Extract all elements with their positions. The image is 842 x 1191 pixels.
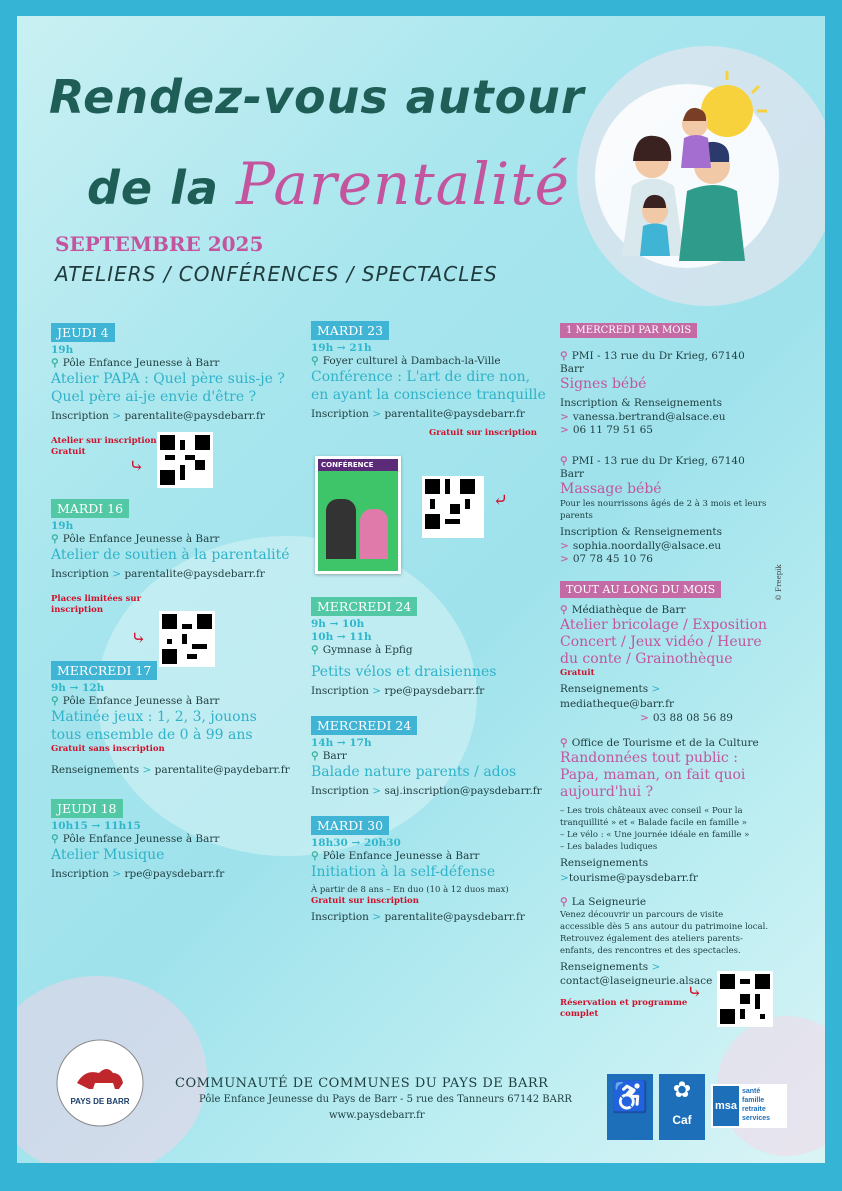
arrow-icon: > — [651, 683, 661, 695]
info-email[interactable]: tourisme@paysdebarr.fr — [568, 872, 698, 884]
event-location — [560, 455, 770, 481]
month-heading: SEPTEMBRE 2025 — [55, 232, 264, 256]
event-location — [51, 533, 291, 546]
arrow-icon: > — [651, 961, 661, 973]
info-label: Renseignements — [51, 764, 140, 776]
event-location — [560, 604, 770, 617]
location-pin-icon: ⚲ — [560, 737, 568, 749]
day-label: JEUDI 4 — [51, 323, 115, 342]
info-label: Inscription — [311, 911, 369, 923]
event-location — [560, 737, 770, 750]
info-label: Inscription & Renseignements — [560, 526, 723, 538]
bullet-text: Les balades ludiques — [566, 842, 658, 852]
title-line-2 — [87, 150, 570, 218]
column-3 — [560, 318, 770, 1020]
info-email[interactable]: parentalite@paydebarr.fr — [154, 764, 290, 776]
caf-text: Caf — [672, 1113, 692, 1127]
event-location — [560, 896, 770, 909]
arrow-icon: > — [372, 685, 382, 697]
location-pin-icon: ⚲ — [51, 833, 59, 845]
arrow-icon: > — [560, 424, 569, 436]
caf-logo — [659, 1074, 705, 1140]
arrow-icon: > — [560, 411, 569, 423]
poster-page — [17, 16, 825, 1163]
logo-text: PAYS DE BARR — [70, 1097, 130, 1106]
info-label: Renseignements — [560, 961, 649, 973]
event-block — [560, 350, 770, 437]
event-info — [560, 682, 770, 712]
event-title: Atelier Musique — [51, 847, 165, 863]
location-pin-icon: ⚲ — [51, 695, 59, 707]
section-label: TOUT AU LONG DU MOIS — [560, 581, 721, 598]
info-email[interactable]: mediatheque@barr.fr — [560, 698, 675, 710]
bullet-item: – Les balades ludiques — [560, 842, 658, 852]
arrow-icon: > — [142, 764, 152, 776]
info-label: Inscription — [311, 785, 369, 797]
day-label: MARDI 30 — [311, 816, 389, 835]
event-block — [311, 715, 551, 799]
info-email[interactable]: saj.inscription@paysdebarr.fr — [384, 785, 542, 797]
event-block — [311, 320, 551, 439]
conference-poster-image — [315, 456, 401, 574]
event-time: 9h → 10h — [311, 618, 365, 630]
location-text: La Seigneurie — [571, 896, 647, 908]
arrow-icon: > — [640, 712, 649, 724]
location-text: Barr — [322, 750, 347, 762]
event-detail: À partir de 8 ans – En duo (10 à 12 duos max) — [311, 885, 509, 895]
arrow-icon: ⤷ — [131, 628, 147, 649]
event-title: Conférence : L'art de dire non, en ayant la conscience tranquille — [311, 369, 546, 403]
location-text: Pôle Enfance Jeunesse à Barr — [322, 850, 480, 862]
info-label: Inscription — [311, 408, 369, 420]
caf-flower-icon: ✿ — [672, 1078, 692, 1103]
arrow-icon: > — [112, 410, 122, 422]
day-label: MARDI 23 — [311, 321, 389, 340]
qr-code[interactable] — [159, 611, 215, 667]
event-title: Signes bébé — [560, 376, 647, 392]
event-info — [51, 567, 291, 582]
phone-text[interactable]: 06 11 79 51 65 — [572, 424, 653, 436]
event-time: 9h → 12h — [51, 682, 105, 694]
day-label: MERCREDI 17 — [51, 661, 157, 680]
description: Retrouvez également des ateliers parents-enfants, des rencontres et des spectacles. — [560, 934, 743, 956]
note: Places limitées sur — [51, 594, 142, 604]
event-info — [51, 867, 291, 882]
info-label: Inscription — [51, 410, 109, 422]
event-location — [311, 644, 551, 657]
wheelchair-icon: ♿ — [611, 1080, 649, 1115]
info-email[interactable]: parentalite@paysdebarr.fr — [384, 911, 525, 923]
msa-subtext: santé famille retraite services — [742, 1088, 771, 1122]
msa-logo — [711, 1084, 787, 1128]
event-title: Randonnées tout public : Papa, maman, on fait quoi aujourd'hui ? — [560, 750, 746, 800]
event-detail: Pour les nourrissons âgés de 2 à 3 mois et leurs parents — [560, 499, 767, 521]
info-email[interactable]: contact@laseigneurie.alsace — [560, 975, 713, 987]
bullet-text: Le vélo : « Une journée idéale en famille » — [566, 830, 750, 840]
title-line-1: Rendez-vous autour — [49, 70, 585, 124]
section-block — [560, 578, 770, 600]
event-block — [311, 815, 551, 925]
location-text: Pôle Enfance Jeunesse à Barr — [62, 695, 220, 707]
qr-code[interactable] — [717, 971, 773, 1027]
info-label: Renseignements — [560, 683, 649, 695]
info-email[interactable]: parentalite@paysdebarr.fr — [124, 410, 265, 422]
arrow-icon: > — [112, 868, 122, 880]
event-block — [51, 660, 291, 778]
location-text: PMI - 13 rue du Dr Krieg, 67140 Barr — [560, 455, 745, 480]
event-title: Petits vélos et draisiennes — [311, 664, 497, 680]
location-text: Gymnase à Epfig — [322, 644, 413, 656]
note: complet — [560, 1009, 599, 1019]
location-text: Pôle Enfance Jeunesse à Barr — [62, 533, 220, 545]
day-label: MERCREDI 24 — [311, 716, 417, 735]
info-label: Inscription & Renseignements — [560, 397, 723, 409]
section-label: 1 MERCREDI PAR MOIS — [560, 323, 697, 338]
info-label: Inscription — [311, 685, 369, 697]
arrow-icon: > — [372, 785, 382, 797]
event-title: Atelier bricolage / Exposition Concert / Jeux vidéo / Heure du conte / Grainothèque — [560, 617, 767, 667]
event-info — [311, 407, 551, 422]
location-text: Foyer culturel à Dambach-la-Ville — [322, 355, 501, 367]
arrow-icon: ⤷ — [687, 982, 703, 1003]
note: Gratuit — [560, 668, 595, 678]
event-location — [311, 850, 551, 863]
event-info — [311, 910, 551, 925]
event-time: 10h15 → 11h15 — [51, 820, 141, 832]
arrow-icon: > — [112, 568, 122, 580]
bullet-text: Les trois châteaux avec conseil « Pour la tranquillité » et « Balade facile en famille » — [560, 806, 747, 828]
bullet-item: – Le vélo : « Une journée idéale en famille » — [560, 830, 750, 840]
location-pin-icon: ⚲ — [311, 355, 319, 367]
qr-code[interactable] — [157, 432, 213, 488]
arrow-icon: > — [560, 553, 569, 565]
info-label: Renseignements — [560, 857, 649, 869]
email-text[interactable]: vanessa.bertrand@alsace.eu — [572, 411, 726, 423]
event-title: Initiation à la self-défense — [311, 864, 496, 880]
event-info — [311, 784, 551, 799]
event-info — [560, 856, 770, 886]
day-label: MERCREDI 24 — [311, 597, 417, 616]
event-time: 19h — [51, 344, 74, 356]
phone-text[interactable]: 03 88 08 56 89 — [652, 712, 733, 724]
event-block — [560, 604, 770, 725]
note: Gratuit sur inscription — [429, 428, 537, 438]
event-title: Atelier de soutien à la parentalité — [51, 547, 290, 563]
msa-text: msa — [713, 1086, 739, 1126]
image-credit: © Freepik — [775, 564, 783, 601]
info-email[interactable]: parentalite@paysdebarr.fr — [124, 568, 265, 580]
location-pin-icon: ⚲ — [560, 350, 568, 362]
column-1 — [51, 322, 291, 882]
location-pin-icon: ⚲ — [311, 750, 319, 762]
event-location — [51, 357, 291, 370]
column-2-lower — [311, 596, 551, 925]
event-title: Massage bébé — [560, 481, 662, 497]
accessibility-logo — [607, 1074, 653, 1140]
location-pin-icon: ⚲ — [51, 533, 59, 545]
event-info — [51, 409, 291, 424]
arrow-icon: ⤶ — [493, 490, 509, 511]
title-highlight: Parentalité — [235, 150, 570, 218]
phone-text[interactable]: 07 78 45 10 76 — [572, 553, 653, 565]
event-block — [560, 737, 770, 886]
location-pin-icon: ⚲ — [560, 604, 568, 616]
location-text: Médiathèque de Barr — [571, 604, 686, 616]
title-prefix: de la — [87, 161, 236, 215]
contact-phone — [560, 553, 770, 566]
poster-title: CONFÉRENCE — [318, 459, 398, 471]
location-pin-icon: ⚲ — [311, 644, 319, 656]
bullet-item: – Les trois châteaux avec conseil « Pour la tranquillité » et « Balade facile en famille » — [560, 806, 747, 828]
family-illustration — [587, 66, 787, 271]
event-info — [51, 763, 291, 778]
info-email[interactable]: rpe@paysdebarr.fr — [124, 868, 225, 880]
contact-phone — [560, 712, 770, 725]
event-time: 19h → 21h — [311, 342, 372, 354]
arrow-icon: > — [372, 408, 382, 420]
info-email[interactable]: parentalite@paysdebarr.fr — [384, 408, 525, 420]
event-location — [560, 350, 770, 376]
event-title: Atelier PAPA : Quel père suis-je ? Quel père ai-je envie d'être ? — [51, 371, 285, 405]
event-title: Balade nature parents / ados — [311, 764, 517, 780]
event-info — [311, 684, 551, 699]
arrow-icon: ⤷ — [129, 456, 145, 477]
location-pin-icon: ⚲ — [51, 357, 59, 369]
arrow-icon: > — [560, 872, 569, 884]
info-label: Inscription — [51, 568, 109, 580]
event-title: Matinée jeux : 1, 2, 3, jouons tous ensemble de 0 à 99 ans — [51, 709, 257, 743]
location-pin-icon: ⚲ — [560, 896, 568, 908]
subtitle: ATELIERS / CONFÉRENCES / SPECTACLES — [55, 262, 498, 286]
note: inscription — [51, 605, 104, 615]
event-time: 10h → 11h — [311, 631, 372, 643]
note: Atelier sur inscription — [51, 436, 157, 446]
description: Venez découvrir un parcours de visite accessible dès 5 ans autour du patrimoine local. — [560, 910, 769, 932]
arrow-icon: > — [560, 540, 569, 552]
event-block — [51, 498, 291, 616]
arrow-icon: > — [372, 911, 382, 923]
location-text: PMI - 13 rue du Dr Krieg, 67140 Barr — [560, 350, 745, 375]
event-time: 14h → 17h — [311, 737, 372, 749]
note: Gratuit sans inscription — [51, 744, 165, 754]
event-location — [51, 833, 291, 846]
event-block — [560, 455, 770, 566]
day-label: MARDI 16 — [51, 499, 129, 518]
location-pin-icon: ⚲ — [311, 850, 319, 862]
event-block — [51, 798, 291, 882]
info-label: Inscription — [51, 868, 109, 880]
event-time: 19h — [51, 520, 74, 532]
qr-code[interactable] — [422, 476, 484, 538]
event-location — [51, 695, 291, 708]
pays-de-barr-logo — [55, 1038, 145, 1128]
organization-name: COMMUNAUTÉ DE COMMUNES DU PAYS DE BARR — [175, 1076, 549, 1091]
location-pin-icon: ⚲ — [560, 455, 568, 467]
day-label: JEUDI 18 — [51, 799, 123, 818]
event-location — [311, 750, 551, 763]
event-time: 18h30 → 20h30 — [311, 837, 401, 849]
website-link[interactable]: www.paysdebarr.fr — [329, 1110, 425, 1121]
note: Gratuit sur inscription — [311, 896, 419, 906]
contact-email — [560, 540, 770, 553]
note: Gratuit — [51, 447, 86, 457]
location-text: Pôle Enfance Jeunesse à Barr — [62, 357, 220, 369]
info-email[interactable]: rpe@paysdebarr.fr — [384, 685, 485, 697]
note: Réservation et programme — [560, 998, 688, 1008]
location-text: Office de Tourisme et de la Culture — [571, 737, 759, 749]
event-block — [311, 596, 551, 699]
contact-phone — [560, 424, 770, 437]
contact-email — [560, 411, 770, 424]
location-text: Pôle Enfance Jeunesse à Barr — [62, 833, 220, 845]
organization-address: Pôle Enfance Jeunesse du Pays de Barr - 5 rue des Tanneurs 67142 BARR — [199, 1094, 572, 1105]
column-2 — [311, 320, 551, 439]
event-location — [311, 355, 551, 368]
email-text[interactable]: sophia.noordally@alsace.eu — [572, 540, 722, 552]
